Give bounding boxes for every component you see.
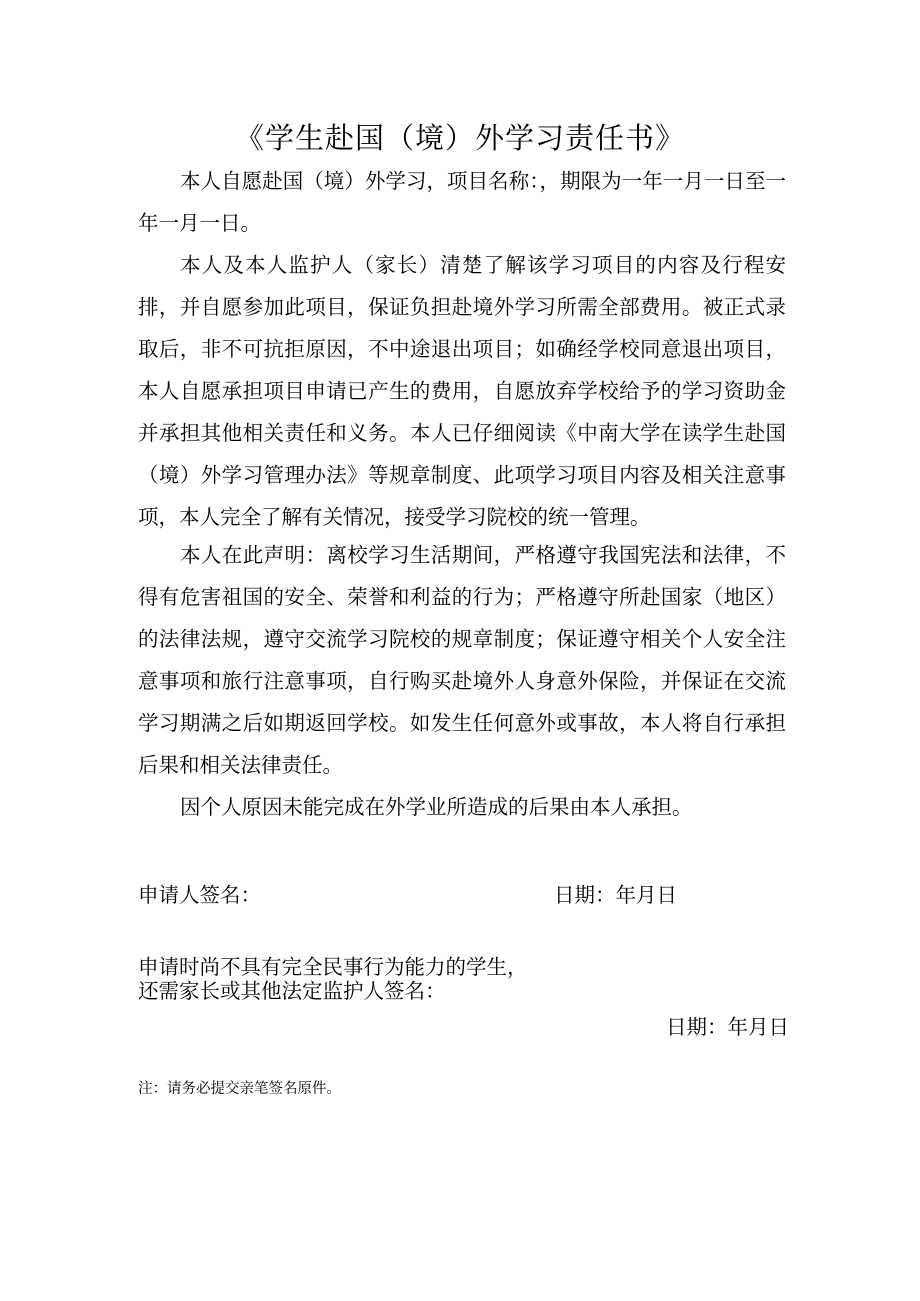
guardian-signature-label: 还需家长或其他法定监护人签名： <box>138 979 446 1003</box>
document-title: 《学生赴国（境）外学习责任书》 <box>234 121 685 155</box>
paragraph-declaration: 本人在此声明：离校学习生活期间，严格遵守我国宪法和法律，不得有危害祖国的安全、荣誉和利益的行为；严格遵守所赴国家（地区）的法律法规，遵守交流学习院校的规章制度；保证遵守相关个人安全注意事项和旅行注意事项，自行购买赴境外人身意外保险，并保证在交流学习期满之后如期返回学校。如发生任何意外或事故，本人将自行承担后果和相关法律责任。 <box>138 543 786 777</box>
applicant-date-label: 日期：年月日 <box>554 883 677 907</box>
paragraph-project-info: 本人自愿赴国（境）外学习，项目名称：，期限为一年一月一日至一年一月一日。 <box>138 169 786 235</box>
guardian-date-label: 日期：年月日 <box>666 1015 789 1039</box>
paragraph-consequences: 因个人原因未能完成在外学业所造成的后果由本人承担。 <box>180 795 693 819</box>
footnote: 注：请务必提交亲笔签名原件。 <box>138 1081 341 1097</box>
paragraph-commitment: 本人及本人监护人（家长）清楚了解该学习项目的内容及行程安排，并自愿参加此项目，保证负担赴境外学习所需全部费用。被正式录取后，非不可抗拒原因，不中途退出项目；如确经学校同意退出项目，本人自愿承担项目申请已产生的费用，自愿放弃学校给予的学习资助金并承担其他相关责任和义务。本人已仔细阅读《中南大学在读学生赴国（境）外学习管理办法》等规章制度、此项学习项目内容及相关注意事项，本人完全了解有关情况，接受学习院校的统一管理。 <box>138 253 786 529</box>
applicant-signature-label: 申请人签名： <box>138 883 261 907</box>
guardian-note-line-1: 申请时尚不具有完全民事行为能力的学生， <box>138 955 528 979</box>
